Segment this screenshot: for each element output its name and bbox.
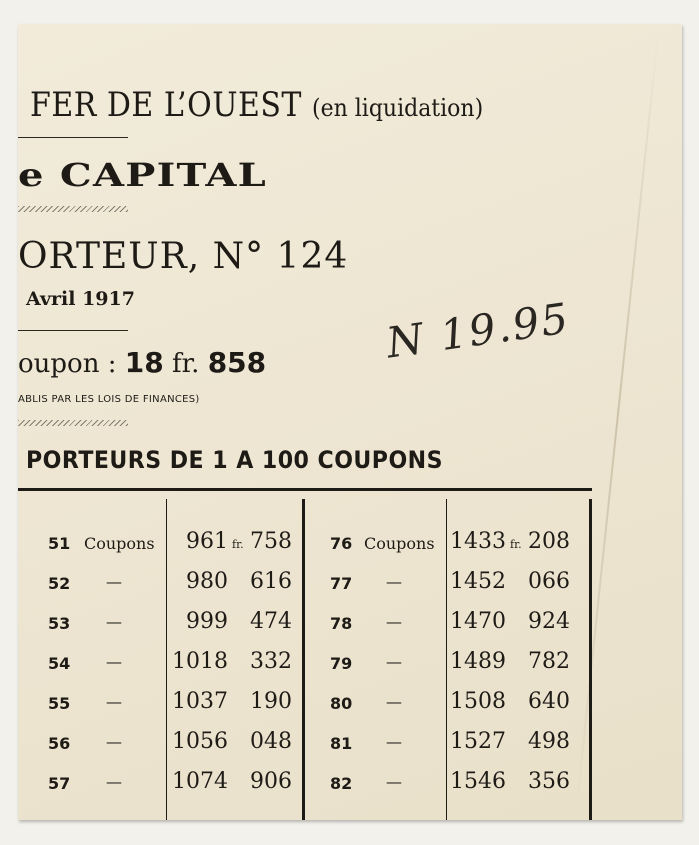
ditto-dash: — — [106, 612, 122, 631]
ditto-dash: — — [386, 692, 402, 711]
table-row — [18, 769, 592, 799]
ditto-dash: — — [106, 732, 122, 751]
amount-centimes: 048 — [250, 729, 292, 754]
ditto-dash: — — [386, 612, 402, 631]
table-row — [18, 529, 592, 559]
amount-centimes: 906 — [250, 769, 292, 794]
coupon-count: 80 — [330, 694, 353, 713]
amount-francs: 1527 — [450, 729, 506, 754]
coupon-table — [18, 488, 592, 820]
coupon-count: 52 — [48, 574, 71, 593]
amount-francs: 1470 — [450, 609, 506, 634]
date-line: Avril 1917 — [26, 288, 135, 310]
amount-centimes: 066 — [528, 569, 570, 594]
amount-francs: 1508 — [450, 689, 506, 714]
amount-centimes: 332 — [250, 649, 292, 674]
coupon-count: 82 — [330, 774, 353, 793]
coupon-count: 78 — [330, 614, 353, 633]
title-company: FER DE L’OUEST — [30, 85, 302, 126]
coupons-label: Coupons — [84, 534, 155, 553]
coupon-count: 57 — [48, 774, 71, 793]
amount-centimes: 190 — [250, 689, 292, 714]
amount-francs: 980 — [186, 569, 228, 594]
coupon-count: 54 — [48, 654, 71, 673]
table-row — [18, 729, 592, 759]
coupon-count: 53 — [48, 614, 71, 633]
amount-centimes: 924 — [528, 609, 570, 634]
amount-francs: 1037 — [172, 689, 228, 714]
amount-centimes: 498 — [528, 729, 570, 754]
coupon-count: 79 — [330, 654, 353, 673]
table-row — [18, 689, 592, 719]
coupons-label: Coupons — [364, 534, 435, 553]
amount-centimes: 782 — [528, 649, 570, 674]
amount-centimes: 474 — [250, 609, 292, 634]
lois-de-finances-note: ABLIS PAR LES LOIS DE FINANCES) — [18, 394, 200, 405]
coupon-amount-int: 18 — [124, 346, 164, 379]
amount-francs: 1433 — [450, 529, 506, 554]
divider-rule — [18, 330, 128, 331]
amount-francs: 1018 — [172, 649, 228, 674]
table-row — [18, 609, 592, 639]
wavy-divider — [18, 420, 128, 426]
amount-centimes: 616 — [250, 569, 292, 594]
ditto-dash: — — [386, 772, 402, 791]
coupon-count: 77 — [330, 574, 353, 593]
amount-francs: 999 — [186, 609, 228, 634]
title-porteur-number: ORTEUR, N° 124 — [18, 236, 349, 277]
table-row — [18, 649, 592, 679]
amount-centimes: 356 — [528, 769, 570, 794]
divider-rule — [18, 137, 128, 138]
title-liquidation-note: (en liquidation) — [311, 94, 484, 123]
ditto-dash: — — [386, 732, 402, 751]
amount-francs: 1452 — [450, 569, 506, 594]
amount-centimes: 208 — [528, 529, 570, 554]
amount-francs: 961 — [186, 529, 228, 554]
ditto-dash: — — [106, 692, 122, 711]
coupon-label: oupon : — [18, 349, 117, 379]
amount-francs: 1056 — [172, 729, 228, 754]
coupon-count: 76 — [330, 534, 353, 553]
ditto-dash: — — [106, 772, 122, 791]
coupon-amount-line — [18, 346, 266, 379]
coupon-count: 81 — [330, 734, 353, 753]
table-row — [18, 569, 592, 599]
ditto-dash: — — [386, 572, 402, 591]
francs-unit: fr. — [510, 538, 522, 551]
amount-francs: 1489 — [450, 649, 506, 674]
title-capital: e CAPITAL — [18, 156, 268, 194]
coupon-count: 56 — [48, 734, 71, 753]
amount-centimes: 758 — [250, 529, 292, 554]
ditto-dash: — — [106, 652, 122, 671]
wavy-divider — [18, 206, 128, 212]
francs-unit: fr. — [232, 538, 244, 551]
coupon-count: 51 — [48, 534, 71, 553]
handwritten-note: N 19.95 — [383, 293, 573, 368]
amount-centimes: 640 — [528, 689, 570, 714]
document-paper — [18, 24, 682, 820]
amount-francs: 1546 — [450, 769, 506, 794]
ditto-dash: — — [106, 572, 122, 591]
section-title: PORTEURS DE 1 A 100 COUPONS — [26, 446, 443, 474]
coupon-amount-unit: fr. — [171, 349, 200, 379]
coupon-amount-dec: 858 — [207, 346, 267, 379]
coupon-count: 55 — [48, 694, 71, 713]
title-line-1 — [30, 86, 483, 125]
ditto-dash: — — [386, 652, 402, 671]
amount-francs: 1074 — [172, 769, 228, 794]
